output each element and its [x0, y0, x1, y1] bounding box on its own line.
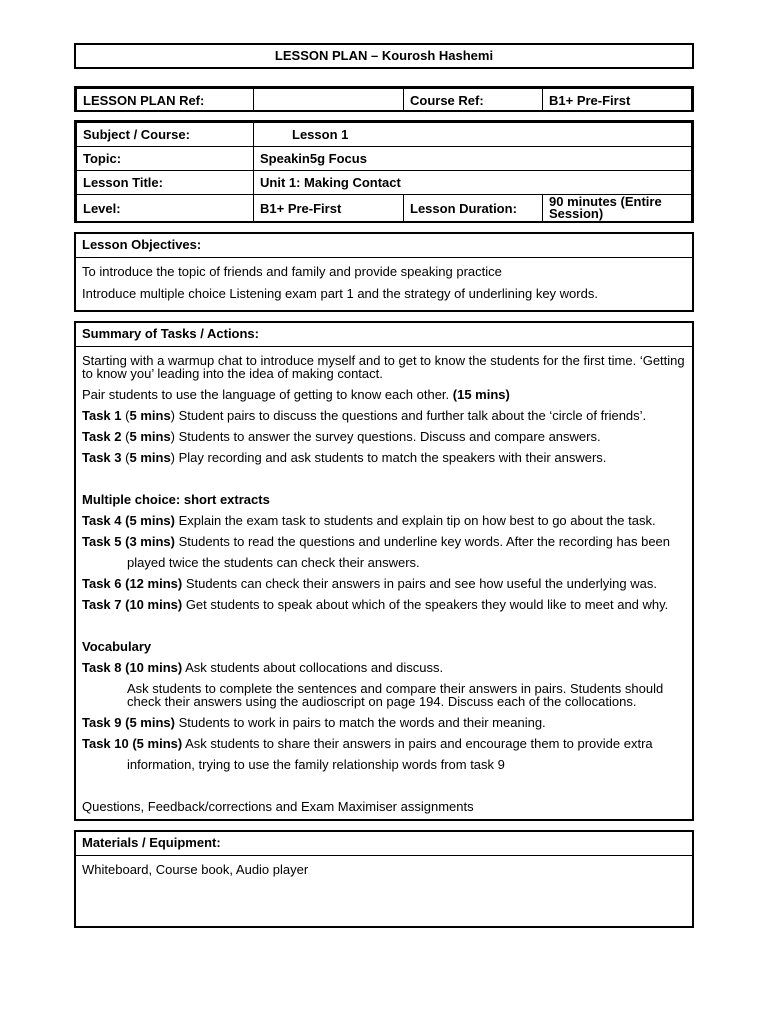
title-text: LESSON PLAN – Kourosh Hashemi — [274, 48, 494, 63]
objective-item: To introduce the topic of friends and family and provide speaking practice — [82, 264, 502, 279]
objectives-section — [74, 232, 694, 312]
lesson-title-value: Unit 1: Making Contact — [254, 171, 692, 195]
subject-label: Subject / Course: — [77, 123, 254, 147]
document-title — [74, 43, 694, 69]
vocabulary-heading: Vocabulary — [82, 639, 152, 654]
task-2-time-paren: ( — [125, 429, 130, 444]
task-2-time: 5 mins — [129, 429, 171, 444]
summary-section — [74, 321, 694, 821]
summary-intro: Starting with a warmup chat to introduce myself and to get to know the students for the first time. ‘Getting to know you’ leading into the idea of making contact. — [82, 353, 685, 381]
task-3 — [82, 451, 686, 464]
multiple-choice-heading: Multiple choice: short extracts — [82, 492, 270, 507]
task-9-text: Students to work in pairs to match the words and their meaning. — [174, 715, 546, 730]
course-ref-value: B1+ Pre-First — [543, 89, 692, 112]
ref-table — [74, 86, 694, 112]
pair-time: (15 mins) — [452, 387, 510, 402]
topic-label: Topic: — [77, 147, 254, 171]
duration-value: 90 minutes (Entire Session) — [543, 195, 692, 222]
task-5-text: Students to read the questions and underline key words. After the recording has been — [174, 534, 671, 549]
task-8-label: Task 8 (10 mins) — [82, 660, 183, 675]
lesson-plan-ref-label: LESSON PLAN Ref: — [77, 89, 254, 112]
task-2-label: Task 2 — [82, 429, 122, 444]
task-9 — [82, 716, 686, 729]
task-10 — [82, 737, 686, 750]
task-10-label: Task 10 (5 mins) — [82, 736, 183, 751]
task-3-time: 5 mins — [129, 450, 171, 465]
task-6-label: Task 6 (12 mins) — [82, 576, 183, 591]
task-3-time-paren: ( — [125, 450, 130, 465]
duration-label: Lesson Duration: — [404, 195, 543, 222]
materials-text: Whiteboard, Course book, Audio player — [82, 862, 309, 877]
task-8-continued: Ask students to complete the sentences and compare their answers in pairs. Students should check their answers using the audioscript on page 194. Discuss each of the collocations. — [127, 681, 664, 709]
task-4-text: Explain the exam task to students and explain tip on how best to go about the task. — [174, 513, 656, 528]
task-4 — [82, 514, 686, 527]
pair-text: Pair students to use the language of getting to know each other. — [82, 387, 450, 402]
task-3-label: Task 3 — [82, 450, 122, 465]
level-label: Level: — [77, 195, 254, 222]
task-4-label: Task 4 (5 mins) — [82, 513, 175, 528]
task-2-text: ) Students to answer the survey questions. Discuss and compare answers. — [170, 429, 601, 444]
task-8-text: Ask students about collocations and discuss. — [182, 660, 444, 675]
task-10-text: Ask students to share their answers in pairs and encourage them to provide extra — [182, 736, 653, 751]
task-9-label: Task 9 (5 mins) — [82, 715, 175, 730]
task-5 — [82, 535, 686, 548]
materials-heading: Materials / Equipment: — [76, 832, 692, 856]
course-ref-label: Course Ref: — [404, 89, 543, 112]
objective-item: Introduce multiple choice Listening exam part 1 and the strategy of underlining key words. — [82, 286, 598, 301]
task-1-time: 5 mins — [129, 408, 171, 423]
subject-value: Lesson 1 — [254, 123, 692, 147]
task-8 — [82, 661, 686, 674]
task-3-text: ) Play recording and ask students to match the speakers with their answers. — [170, 450, 607, 465]
summary-heading: Summary of Tasks / Actions: — [76, 323, 692, 347]
task-7-label: Task 7 (10 mins) — [82, 597, 183, 612]
task-1-time-paren: ( — [125, 408, 130, 423]
details-table — [74, 120, 694, 223]
task-5-label: Task 5 (3 mins) — [82, 534, 175, 549]
task-5-continued: played twice the students can check their answers. — [127, 555, 420, 570]
materials-section — [74, 830, 694, 928]
lesson-plan-ref-value — [254, 89, 404, 112]
task-7-text: Get students to speak about which of the speakers they would like to meet and why. — [182, 597, 669, 612]
level-value: B1+ Pre-First — [254, 195, 404, 222]
task-10-continued: information, trying to use the family relationship words from task 9 — [127, 757, 505, 772]
task-1 — [82, 409, 686, 422]
task-1-text: ) Student pairs to discuss the questions and further talk about the ‘circle of friends’. — [170, 408, 647, 423]
task-1-label: Task 1 — [82, 408, 122, 423]
lesson-title-label: Lesson Title: — [77, 171, 254, 195]
summary-closing: Questions, Feedback/corrections and Exam Maximiser assignments — [82, 799, 474, 814]
task-7 — [82, 598, 686, 611]
task-2 — [82, 430, 686, 443]
summary-pair-line — [82, 388, 686, 401]
topic-value: Speakin5g Focus — [254, 147, 692, 171]
task-6 — [82, 577, 686, 590]
task-6-text: Students can check their answers in pairs and see how useful the underlying was. — [182, 576, 657, 591]
objectives-heading: Lesson Objectives: — [76, 234, 692, 258]
